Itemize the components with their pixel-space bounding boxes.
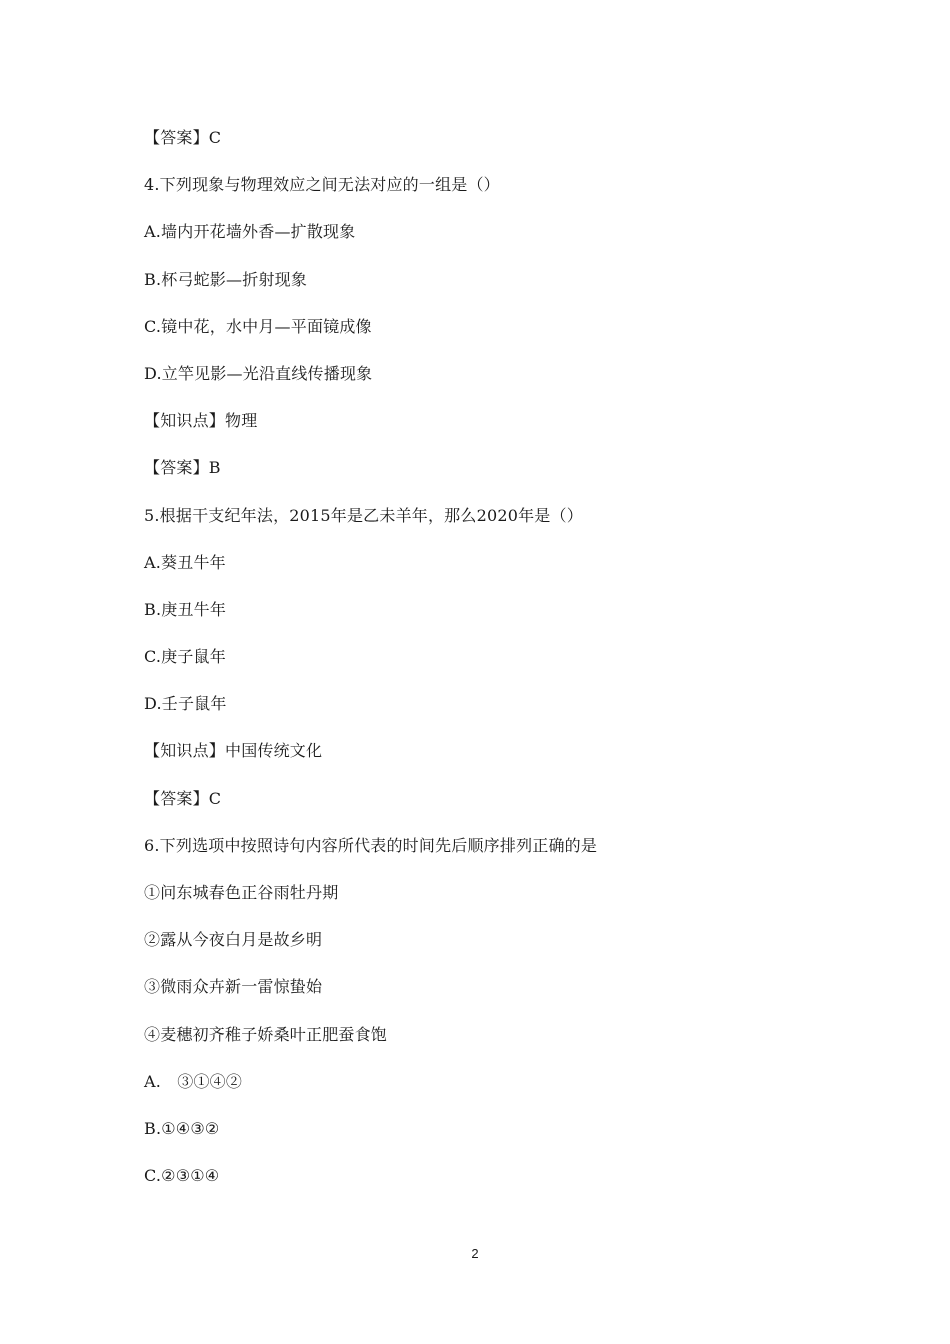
- option-d: D.立竿见影—光沿直线传播现象: [144, 363, 373, 383]
- option-b: B.杯弓蛇影—折射现象: [144, 269, 308, 289]
- question-6: 6.下列选项中按照诗句内容所代表的时间先后顺序排列正确的是: [144, 835, 598, 855]
- poem-line-1: ①问东城春色正谷雨牡丹期: [144, 883, 339, 902]
- question-4: 4.下列现象与物理效应之间无法对应的一组是（）: [144, 175, 500, 195]
- option-b: B.庚丑牛年: [144, 599, 227, 619]
- answer-line: 【答案】C: [144, 128, 222, 147]
- option-c: C.庚子鼠年: [144, 647, 226, 667]
- poem-line-4: ④麦穗初齐稚子娇桑叶正肥蚕食饱: [144, 1024, 388, 1044]
- poem-line-3: ③微雨众卉新一雷惊蛰始: [144, 977, 323, 997]
- knowledge-point-line: 【知识点】物理: [144, 411, 258, 431]
- option-b: B.①④③②: [144, 1118, 220, 1138]
- option-c: C.②③①④: [144, 1166, 220, 1186]
- option-d: D.壬子鼠年: [144, 694, 227, 714]
- page-content: [144, 124, 824, 1209]
- poem-line-2: ②露从今夜白月是故乡明: [144, 930, 323, 950]
- option-a: A. ③①④②: [144, 1071, 243, 1091]
- answer-line: 【答案】C: [144, 788, 222, 808]
- knowledge-point-line: 【知识点】中国传统文化: [144, 741, 323, 761]
- answer-line: 【答案】B: [144, 458, 221, 478]
- page-number: 2: [471, 1246, 479, 1261]
- option-a: A.葵丑牛年: [144, 552, 226, 572]
- option-a: A.墙内开花墙外香—扩散现象: [144, 222, 356, 242]
- question-5: 5.根据干支纪年法，2015年是乙未羊年，那么2020年是（）: [144, 505, 583, 525]
- option-c: C.镜中花，水中月—平面镜成像: [144, 316, 372, 336]
